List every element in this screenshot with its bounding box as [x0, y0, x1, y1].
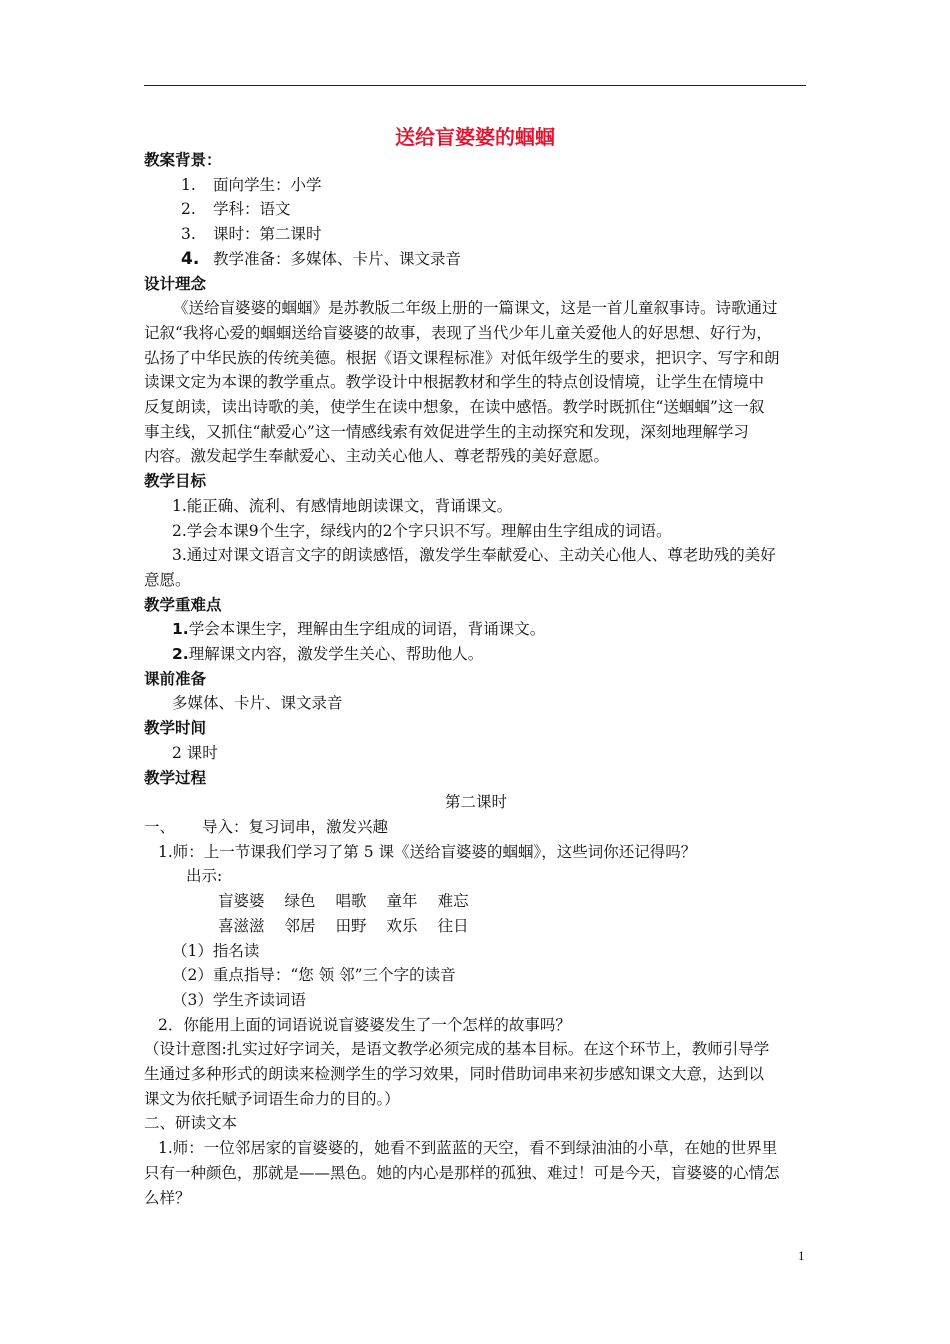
- word: 童年: [386, 892, 418, 911]
- step-item: （1）指名读: [172, 941, 260, 960]
- process-heading: 教学过程: [144, 768, 207, 787]
- word: 盲婆婆: [218, 892, 265, 911]
- design-intent-line: 课文为依托赋予词语生命力的目的。）: [144, 1089, 400, 1108]
- goal-item: 1.能正确、流利、有感情地朗读课文，背诵课文。: [172, 496, 513, 515]
- teacher-line: 只有一种颜色，那就是——黑色。她的内心是那样的孤独、难过！可是今天，盲婆婆的心情怎: [144, 1163, 780, 1182]
- step-item: （2）重点指导：“您 领 邻”三个字的读音: [172, 966, 456, 985]
- word: 唱歌: [335, 892, 367, 911]
- design-line: 《送给盲婆婆的蝈蝈》是苏教版二年级上册的一篇课文，这是一首儿童叙事诗。诗歌通过: [173, 299, 778, 318]
- question-one: 1.师：上一节课我们学习了第 5 课《送给盲婆婆的蝈蝈》，这些词你还记得吗？: [158, 842, 697, 861]
- background-item: 4. 教学准备：多媒体、卡片、课文录音: [181, 248, 462, 269]
- background-item: 1. 面向学生：小学: [181, 175, 322, 194]
- time-heading: 教学时间: [144, 719, 207, 738]
- design-line: 事主线，又抓住“献爱心”这一情感线索有效促进学生的主动探究和发现，深刻地理解学习: [144, 422, 749, 441]
- goal-item-continued: 意愿。: [144, 570, 191, 589]
- goal-item: 3.通过对课文语言文字的朗读感悟，激发学生奉献爱心、主动关心他人、尊老助残的美好: [172, 546, 776, 565]
- question-two: 2．你能用上面的词语说说盲婆婆发生了一个怎样的故事吗？: [158, 1015, 571, 1034]
- key-points-heading: 教学重难点: [144, 595, 222, 614]
- design-line: 读课文定为本课的教学重点。教学设计中根据教材和学生的特点创设情境，让学生在情境中: [144, 373, 765, 392]
- key-point-item: 2.理解课文内容，激发学生关心、帮助他人。: [172, 645, 484, 664]
- section-two-heading: 二、研读文本: [144, 1114, 238, 1133]
- background-heading: 教案背景：: [144, 151, 222, 169]
- header-rule: [144, 85, 806, 86]
- word: 绿色: [284, 892, 316, 911]
- show-label: 出示:: [186, 867, 223, 886]
- design-line: 反复朗读，读出诗歌的美，使学生在读中想象，在读中感悟。教学时既抓住“送蝈蝈”这一叙: [144, 398, 765, 417]
- step-item: （3）学生齐读词语: [172, 990, 306, 1009]
- design-intent-line: 生通过多种形式的朗读来检测学生的学习效果，同时借助词串来初步感知课文大意，达到以: [144, 1065, 765, 1084]
- page-number: 1: [798, 1248, 805, 1263]
- word: 田野: [335, 916, 367, 935]
- key-point-item: 1.学会本课生字，理解由生字组成的词语，背诵课文。: [172, 620, 546, 639]
- goals-heading: 教学目标: [144, 472, 207, 491]
- section-one-heading: 一、 导入：复习词串，激发兴趣: [144, 817, 389, 836]
- word: 难忘: [437, 892, 469, 911]
- word: 邻居: [284, 916, 316, 935]
- time-text: 2 课时: [172, 743, 218, 762]
- teacher-line: 么样？: [144, 1188, 191, 1207]
- design-line: 弘扬了中华民族的传统美德。根据《语文课程标准》对低年级学生的要求，把识字、写字和朗: [144, 348, 780, 367]
- word: 往日: [437, 916, 469, 935]
- design-intent-line: （设计意图:扎实过好字词关，是语文教学必须完成的基本目标。在这个环节上，教师引导学: [144, 1040, 770, 1059]
- goal-item: 2.学会本课9个生字，绿线内的2个字只识不写。理解由生字组成的词语。: [172, 521, 672, 540]
- teacher-line: 1.师：一位邻居家的盲婆婆的，她看不到蓝蓝的天空，看不到绿油油的小草，在她的世界里: [158, 1139, 778, 1158]
- word: 欢乐: [386, 916, 418, 935]
- background-item: 3. 课时：第二课时: [181, 225, 322, 244]
- background-item: 2. 学科：语文: [181, 200, 291, 219]
- page-title: 送给盲婆婆的蝈蝈: [395, 125, 555, 149]
- word: 喜滋滋: [218, 916, 265, 935]
- prep-heading: 课前准备: [144, 669, 207, 688]
- word-row: [144, 889, 808, 914]
- design-heading: 设计理念: [144, 274, 207, 293]
- word-row: [144, 914, 808, 939]
- prep-text: 多媒体、卡片、课文录音: [172, 694, 343, 713]
- lesson-label: 第二课时: [444, 793, 507, 812]
- design-line: 记叙“我将心爱的蝈蝈送给盲婆婆的故事，表现了当代少年儿童关爱他人的好思想、好行为，: [144, 323, 772, 342]
- design-line: 内容。激发起学生奉献爱心、主动关心他人、尊老帮残的美好意愿。: [144, 447, 610, 466]
- document-body: [144, 148, 808, 1210]
